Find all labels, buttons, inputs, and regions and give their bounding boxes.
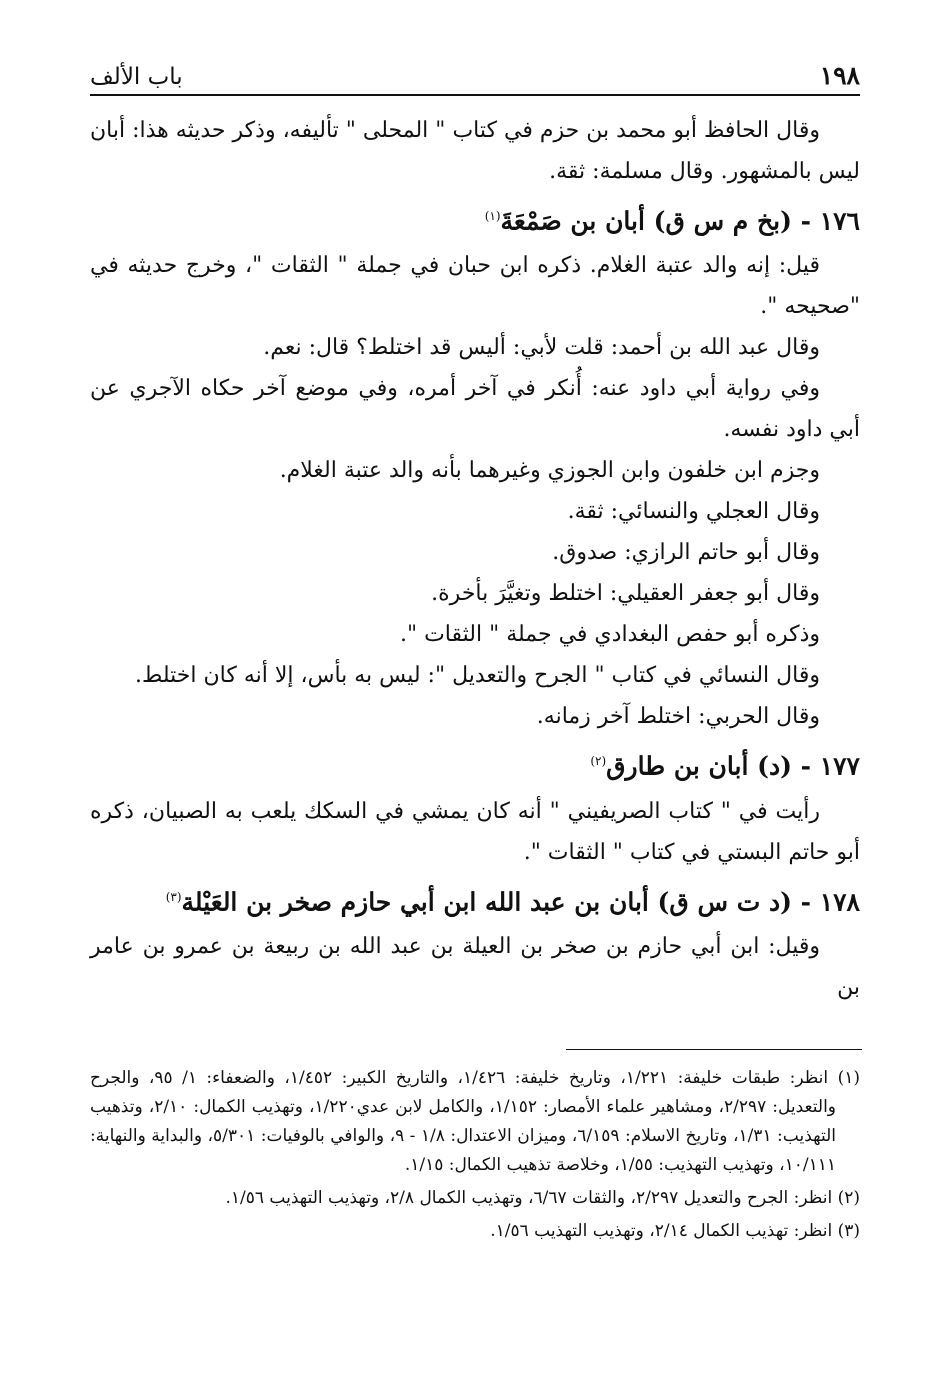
entry-heading-text: ١٧٦ - (بخ م س ق) أبان بن صَمْعَةَ [500,206,860,236]
footnotes [90,1064,860,1250]
paragraph: وقال العجلي والنسائي: ثقة. [567,499,820,525]
paragraph: وقال الحربي: اختلط آخر زمانه. [536,704,820,730]
paragraph: وقيل: ابن أبي حازم بن صخر بن العيلة بن عبد الله بن ربيعة بن عمرو بن عامر بن [90,933,860,1000]
entry-heading-178 [90,873,860,926]
paragraph: وقال أبو جعفر العقيلي: اختلط وتغيَّرَ بأخرة. [431,581,820,607]
entry-heading-176 [90,192,860,245]
chapter-title: باب الألف [90,64,183,90]
paragraph: وفي رواية أبي داود عنه: أُنكر في آخر أمره، وفي موضع آخر حكاه الآجري عن أبي داود نفسه. [90,376,860,443]
footnote-ref: (١) [484,209,501,223]
footnote-1: (١) انظر: طبقات خليفة: ١/٢٢١، وتاريخ خليفة: ١/٤٢٦، والتاريخ الكبير: ١/٤٥٢، والضعفاء: ١/ ٩٥، والجرح والتعديل: ٢/٢٩٧، ومشاهير علماء الأمصار: ١/١٥٢، والكامل لابن عدي١/٢٢٠، وتهذيب الكمال: ٢/١٠، وتذهيب التهذيب: ١/٣١، وتاريخ الاسلام: ٦/١٥٩، وميزان الاعتدال: ١/٨ - ٩، والوافي بالوفيات: ٥/٣٠١، والبداية والنهاية: ١٠/١١١، وتهذيب التهذيب: ١/٥٥، وخلاصة تذهيب الكمال: ١/١٥. [90,1068,860,1175]
page-header [90,54,860,96]
paragraph: وقال أبو حاتم الرازي: صدوق. [552,540,820,566]
paragraph: قيل: إنه والد عتبة الغلام. ذكره ابن حبان في جملة " الثقات "، وخرج حديثه في "صحيحه ". [90,253,860,320]
paragraph: وذكره أبو حفص البغدادي في جملة " الثقات ". [399,622,820,648]
main-text [90,110,860,1008]
entry-heading-177 [90,737,860,790]
page-number: ١٩٨ [819,61,860,90]
entry-heading-text: ١٧٧ - (د) أبان بن طارق [606,751,860,781]
paragraph: وقال الحافظ أبو محمد بن حزم في كتاب " المحلى " تأليفه، وذكر حديثه هذا: أبان ليس بالمشهور. وقال مسلمة: ثقة. [90,118,860,184]
footnote-divider [566,1049,862,1050]
footnote-ref: (٢) [590,754,607,769]
paragraph: وقال عبد الله بن أحمد: قلت لأبي: أليس قد اختلط؟ قال: نعم. [263,335,820,361]
paragraph: رأيت في " كتاب الصريفيني " أنه كان يمشي في السكك يلعب به الصبيان، ذكره أبو حاتم البستي في كتاب " الثقات ". [90,798,860,865]
footnote-2: (٢) انظر: الجرح والتعديل ٢/٢٩٧، والثقات ٦/٦٧، وتهذيب الكمال ٢/٨، وتهذيب التهذيب ١/٥٦. [225,1188,860,1208]
footnote-3: (٣) انظر: تهذيب الكمال ٢/١٤، وتهذيب التهذيب ١/٥٦. [490,1221,860,1241]
footnote-ref: (٣) [165,889,182,904]
paragraph: وجزم ابن خلفون وابن الجوزي وغيرهما بأنه والد عتبة الغلام. [279,458,820,484]
paragraph: وقال النسائي في كتاب " الجرح والتعديل ": ليس به بأس، إلا أنه كان اختلط. [134,663,820,689]
entry-heading-text: ١٧٨ - (د ت س ق) أبان بن عبد الله ابن أبي حازم صخر بن العَيْلة [181,886,860,916]
